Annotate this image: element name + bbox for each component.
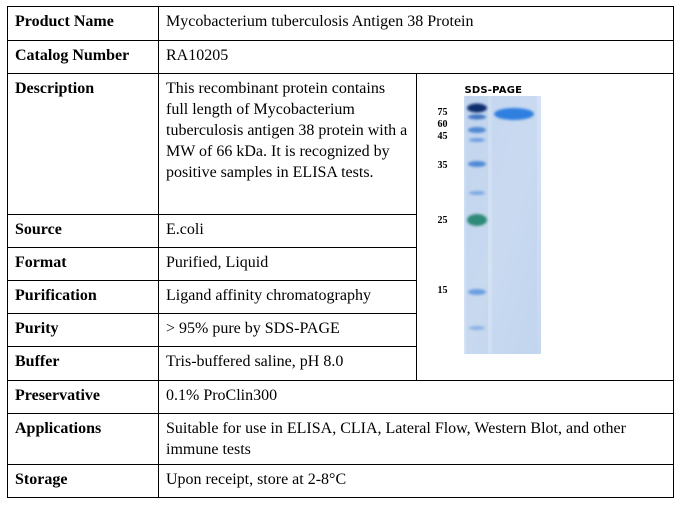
row-label: Preservative	[8, 381, 159, 414]
ladder-band-60	[468, 115, 486, 120]
row-value: Upon receipt, store at 2-8°C	[159, 465, 674, 498]
marker-label-25: 25	[437, 215, 448, 226]
row-value: Purified, Liquid	[159, 248, 417, 281]
sample-lane	[492, 96, 537, 354]
ladder-band-75	[467, 104, 487, 113]
ladder-band-40	[469, 138, 485, 142]
row-label: Product Name	[8, 7, 159, 41]
ladder-band-25	[467, 214, 487, 226]
table-row	[8, 41, 674, 74]
table-row	[8, 414, 674, 465]
row-label: Buffer	[8, 347, 159, 381]
marker-label-35: 35	[437, 160, 448, 171]
sample-band-66kda	[494, 108, 534, 120]
row-label: Storage	[8, 465, 159, 498]
row-label: Catalog Number	[8, 41, 159, 74]
ladder-band-35	[468, 161, 486, 167]
row-label: Purification	[8, 281, 159, 314]
sds-page-gel	[424, 78, 626, 377]
row-value: > 95% pure by SDS-PAGE	[159, 313, 417, 347]
marker-label-15: 15	[437, 285, 448, 296]
row-label: Description	[8, 74, 159, 215]
gel-image	[464, 96, 541, 354]
row-label: Format	[8, 248, 159, 281]
sds-page-gel-cell	[416, 74, 674, 381]
product-spec-table	[7, 6, 674, 498]
marker-label-45: 45	[437, 131, 448, 142]
ladder-band-10	[469, 326, 485, 330]
row-value: This recombinant protein contains full length of Mycobacterium tuberculosis antigen 38 protein with a MW of 66 kDa. It is recognized by positive samples in ELISA tests.	[159, 74, 417, 215]
row-value: RA10205	[159, 41, 674, 74]
ladder-band-30	[469, 191, 485, 195]
row-value: 0.1% ProClin300	[159, 381, 674, 414]
row-label: Source	[8, 214, 159, 248]
ladder-band-15	[468, 289, 486, 295]
table-row	[8, 381, 674, 414]
marker-label-75: 75	[437, 107, 448, 118]
row-value: E.coli	[159, 214, 417, 248]
table-row	[8, 7, 674, 41]
row-label: Applications	[8, 414, 159, 465]
marker-label-60: 60	[437, 119, 448, 130]
gel-title: SDS-PAGE	[464, 85, 523, 96]
table-row	[8, 465, 674, 498]
row-value: Mycobacterium tuberculosis Antigen 38 Protein	[159, 7, 674, 41]
row-value: Tris-buffered saline, pH 8.0	[159, 347, 417, 381]
row-label: Purity	[8, 313, 159, 347]
row-value: Suitable for use in ELISA, CLIA, Lateral Flow, Western Blot, and other immune tests	[159, 414, 674, 465]
table-row	[8, 74, 674, 215]
row-value: Ligand affinity chromatography	[159, 281, 417, 314]
ladder-band-45	[468, 127, 486, 133]
